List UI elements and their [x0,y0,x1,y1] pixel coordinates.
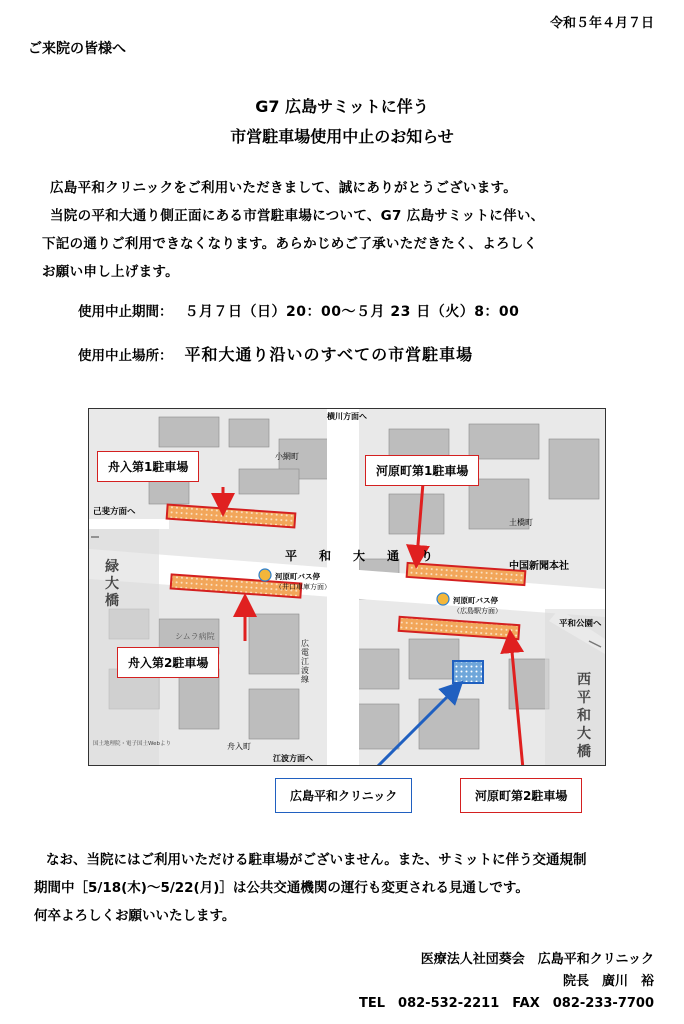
closure-place [78,342,473,365]
closure-period-value: ５月７日（日）20：00〜５月 23 日（火）8：00 [184,304,520,320]
parking-funairi-1 [167,505,296,528]
callout-kawaramachi-2: 河原町第2駐車場 [460,778,582,813]
label-yokogawa: 横川方面へ [327,412,367,421]
callout-kawaramachi-1: 河原町第1駐車場 [365,455,479,486]
label-koi: 己斐方面へ [93,507,136,517]
closing-line: なお、当院にはご利用いただける駐車場がございません。また、サミットに伴う交通規制 [46,852,587,868]
intro-paragraph [42,174,657,286]
intro-line: 当院の平和大通り側正面にある市営駐車場について、G7 広島サミットに伴い、 [50,208,545,224]
label-shimura: シムラ病院 [175,632,215,641]
signature-contact: TEL 082-532-2211 FAX 082-233-7700 [359,996,654,1011]
closing-line: 何卒よろしくお願いいたします。 [34,908,236,924]
label-kamiyacho: 小網町 [275,452,299,461]
callout-funairi-1: 舟入第1駐車場 [97,451,199,482]
label-dobashi: 土橋町 [509,518,533,527]
title-line-2: 市営駐車場使用中止のお知らせ [230,127,454,146]
greeting: ご来院の皆様へ [28,41,126,57]
label-heiwa-odori: 平和大通り [285,549,456,563]
closure-place-label: 使用中止場所： [78,348,173,364]
intro-line: 広島平和クリニックをご利用いただきまして、誠にありがとうございます。 [50,180,518,196]
closing-paragraph [34,846,664,930]
intro-line: 下記の通りご利用できなくなります。あらかじめご了承いただきたく、よろしく [42,236,538,252]
label-chugoku-shimbun: 中国新聞本社 [509,561,569,572]
map-credit: 国土地理院・電子国土Webより [93,741,171,747]
parking-kawaramachi-2 [399,617,520,639]
closure-period [78,300,519,321]
label-heiwa-koen: 平和公園へ [559,619,602,629]
label-nishiheiwa-bridge: 西平和大橋 [577,672,591,760]
area-map [88,408,606,766]
clinic-location [453,661,483,683]
label-enami-line: 広電江波線 [301,639,309,684]
label-funairi-town: 舟入町 [227,742,251,751]
closure-period-label: 使用中止期間： [78,304,173,320]
label-bus-stop-1-sub: （井口車庫方面） [275,583,331,591]
signature-org: 医療法人社団葵会 広島平和クリニック [420,952,654,967]
intro-line: お願い申し上げます。 [42,264,179,280]
closing-line: 期間中［5/18(木)〜5/22(月)］は公共交通機関の運行も変更される見通しです。 [34,880,529,896]
notice-date: 令和５年４月７日 [549,16,654,31]
signature-director: 院長 廣川 裕 [562,974,654,989]
label-bus-stop-2: 河原町バス停 [453,596,498,605]
label-enami: 江波方面へ [273,754,313,763]
bus-stop-icon [259,569,271,581]
callout-funairi-2: 舟入第2駐車場 [117,647,219,678]
bus-stop-icon [437,593,449,605]
callout-clinic: 広島平和クリニック [275,778,412,813]
label-midori-bridge: 緑大橋 [105,559,119,609]
title-line-1: G7 広島サミットに伴う [255,97,429,116]
label-bus-stop-1: 河原町バス停 [275,572,320,581]
label-bus-stop-2-sub: （広島駅方面） [453,607,502,615]
closure-place-value: 平和大通り沿いのすべての市営駐車場 [184,345,474,364]
